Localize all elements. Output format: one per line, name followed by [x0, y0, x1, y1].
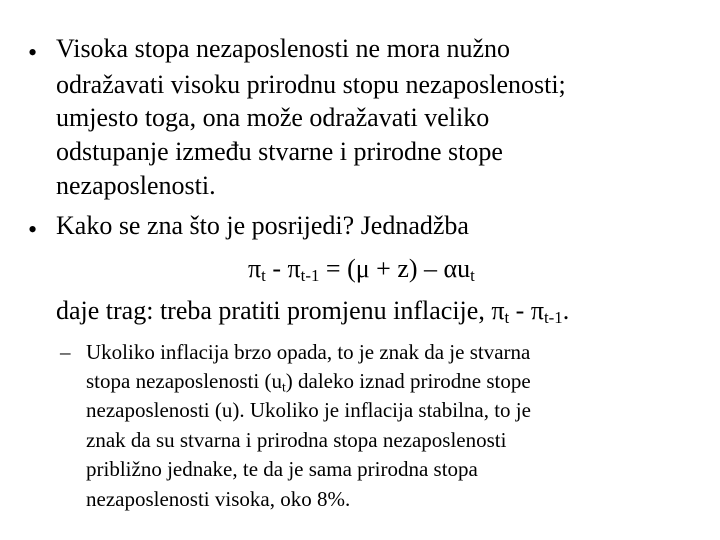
bullet-marker-2: • [28, 215, 38, 244]
subbullet-line-1: Ukoliko inflacija brzo opada, to je znak da je stvarna [86, 340, 531, 364]
subbullet-line-6: nezaposlenosti visoka, oko 8%. [86, 487, 351, 511]
subbullet-line-5: približno jednake, te da je sama prirodna stopa [86, 457, 478, 481]
bullet-marker-1: • [28, 38, 38, 67]
subbullet-line-2: stopa nezaposlenosti $(u_t)$ daleko iznad prirodne stope [86, 369, 531, 395]
subbullet-line-4: znak da su stvarna i prirodna stopa nezaposlenosti [86, 428, 507, 452]
bullet-1-line-2: odražavati visoku prirodnu stopu nezaposlenosti; [56, 70, 566, 99]
bullet-1-line-1: Visoka stopa nezaposlenosti ne mora nužno [56, 34, 511, 63]
equation: $\pi_t - \pi_{t-1} = (\mu + z) - \alpha u_t$ [248, 254, 475, 286]
subbullet-line-3: nezaposlenosti (u). Ukoliko je inflacija stabilna, to je [86, 398, 531, 422]
bullet-1-line-5: nezaposlenosti. [56, 171, 216, 200]
bullet-2-line-1: Kako se zna što je posrijedi? Jednadžba [56, 211, 469, 240]
bullet-1-line-4: odstupanje između stvarne i prirodne stope [56, 137, 503, 166]
bullet-1-line-3: umjesto toga, ona može odražavati veliko [56, 103, 490, 132]
bullet-2-line-3: daje trag: treba pratiti promjenu inflacije, $\pi_t - \pi_{t-1}$. [56, 296, 570, 328]
subbullet-marker: – [60, 340, 71, 364]
